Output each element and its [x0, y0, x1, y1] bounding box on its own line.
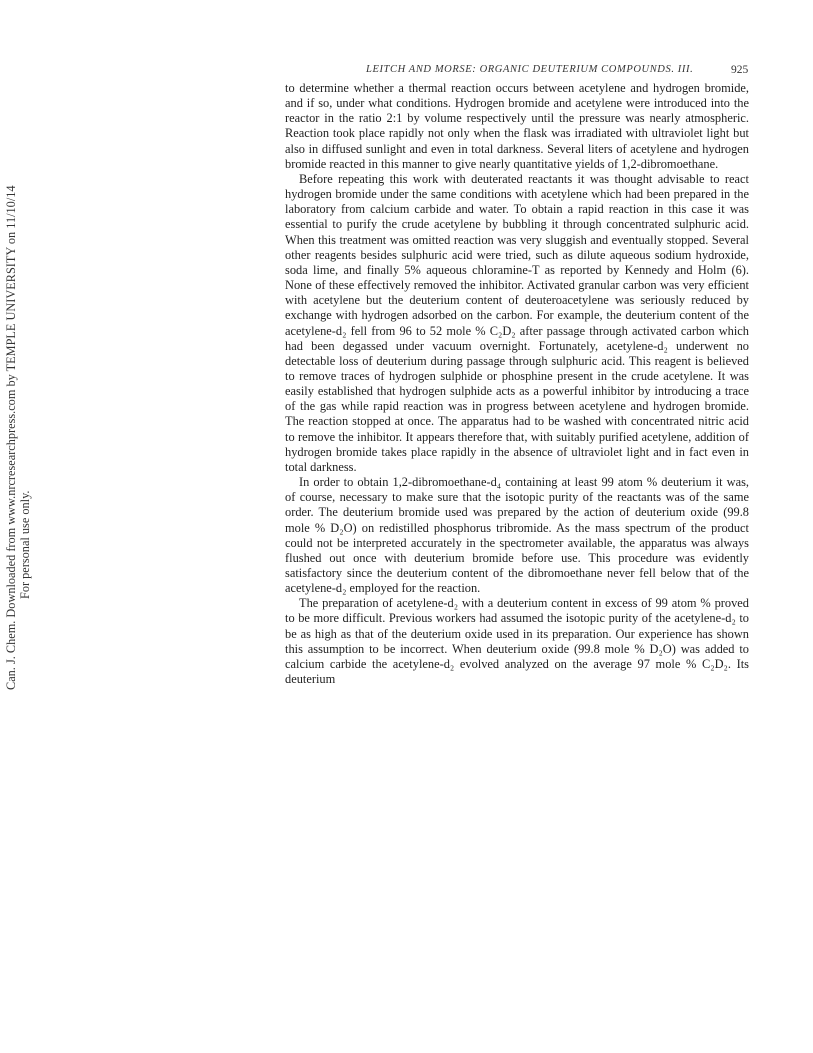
paragraph-4: The preparation of acetylene-d₂ with a deuterium content in excess of 99 atom % proved to be more difficult. Previous workers had assumed the isotopic purity of the acetylene-d₂ to be as high as that of the deuterium oxide used in its preparation. Our experience has shown this assumption to be incorrect. When deuterium oxide (99.8 mole % D₂O) was added to calcium carbide the acetylene-d₂ evolved analyzed on the average 97 mole % C₂D₂. Its deuterium — [285, 596, 749, 687]
personal-use-notice: For personal use only. — [18, 490, 32, 599]
running-head: LEITCH AND MORSE: ORGANIC DEUTERIUM COMPOUNDS. III. — [366, 64, 694, 75]
paragraph-3: In order to obtain 1,2-dibromoethane-d₄ containing at least 99 atom % deuterium it was, of course, necessary to make sure that the isotopic purity of the reactants was of the same order. The deuterium bromide used was prepared by the action of deuterium oxide (99.8 mole % D₂O) on redistilled phosphorus tribromide. As the mass spectrum of the product could not be interpreted accurately in the spectrometer available, the apparatus was always flushed out once with deuterium bromide before use. This procedure was evidently satisfactory since the deuterium content of the dibromoethane never fell below that of the acetylene-d₂ employed for the reaction. — [285, 475, 749, 596]
article-body — [285, 81, 749, 687]
download-notice-line: Can. J. Chem. Downloaded from www.nrcresearchpress.com by TEMPLE UNIVERSITY on 11/10/14 — [4, 185, 18, 690]
page-number: 925 — [731, 64, 749, 76]
paragraph-1: to determine whether a thermal reaction occurs between acetylene and hydrogen bromide, and if so, under what conditions. Hydrogen bromide and acetylene were introduced into the reactor in the ratio 2:1 by volume respectively until the pressure was nearly atmospheric. Reaction took place rapidly not only when the flask was irradiated with ultraviolet light but also in diffused sunlight and even in total darkness. Several liters of acetylene and hydrogen bromide reacted in this manner to give nearly quantitative yields of 1,2-dibromoethane. — [285, 81, 749, 171]
paragraph-2: Before repeating this work with deuterated reactants it was thought advisable to react hydrogen bromide under the same conditions with acetylene which had been prepared in the laboratory from calcium carbide and water. To obtain a rapid reaction in this case it was essential to purify the crude acetylene by bubbling it through concentrated sulphuric acid. When this treatment was omitted reaction was very sluggish and eventually stopped. Several other reagents besides sulphuric acid were tried, such as dilute aqueous sodium hydroxide, soda lime, and finally 5% aqueous chloramine-T as reported by Kennedy and Holm (6). None of these effectively removed the inhibitor. Activated granular carbon was very efficient with acetylene but the deuterium content of deuteroacetylene was seriously reduced by exchange with hydrogen adsorbed on the carbon. For example, the deuterium content of the acetylene-d₂ fell from 96 to 52 mole % C₂D₂ after passage through activated carbon which had been degassed under vacuum overnight. Fortunately, acetylene-d₂ underwent no detectable loss of deuterium during passage through sulphuric acid. This reagent is believed to remove traces of hydrogen sulphide or phosphine present in the crude acetylene. It was easily established that hydrogen sulphide acts as a powerful inhibitor by introducing a trace of the gas while rapid reaction was in progress between acetylene and hydrogen bromide. The reaction stopped at once. The apparatus had to be washed with concentrated nitric acid to remove the inhibitor. It appears therefore that, with suitably purified acetylene, addition of hydrogen bromide takes place rapidly in the absence of ultraviolet light and in fact even in total darkness. — [285, 171, 749, 474]
